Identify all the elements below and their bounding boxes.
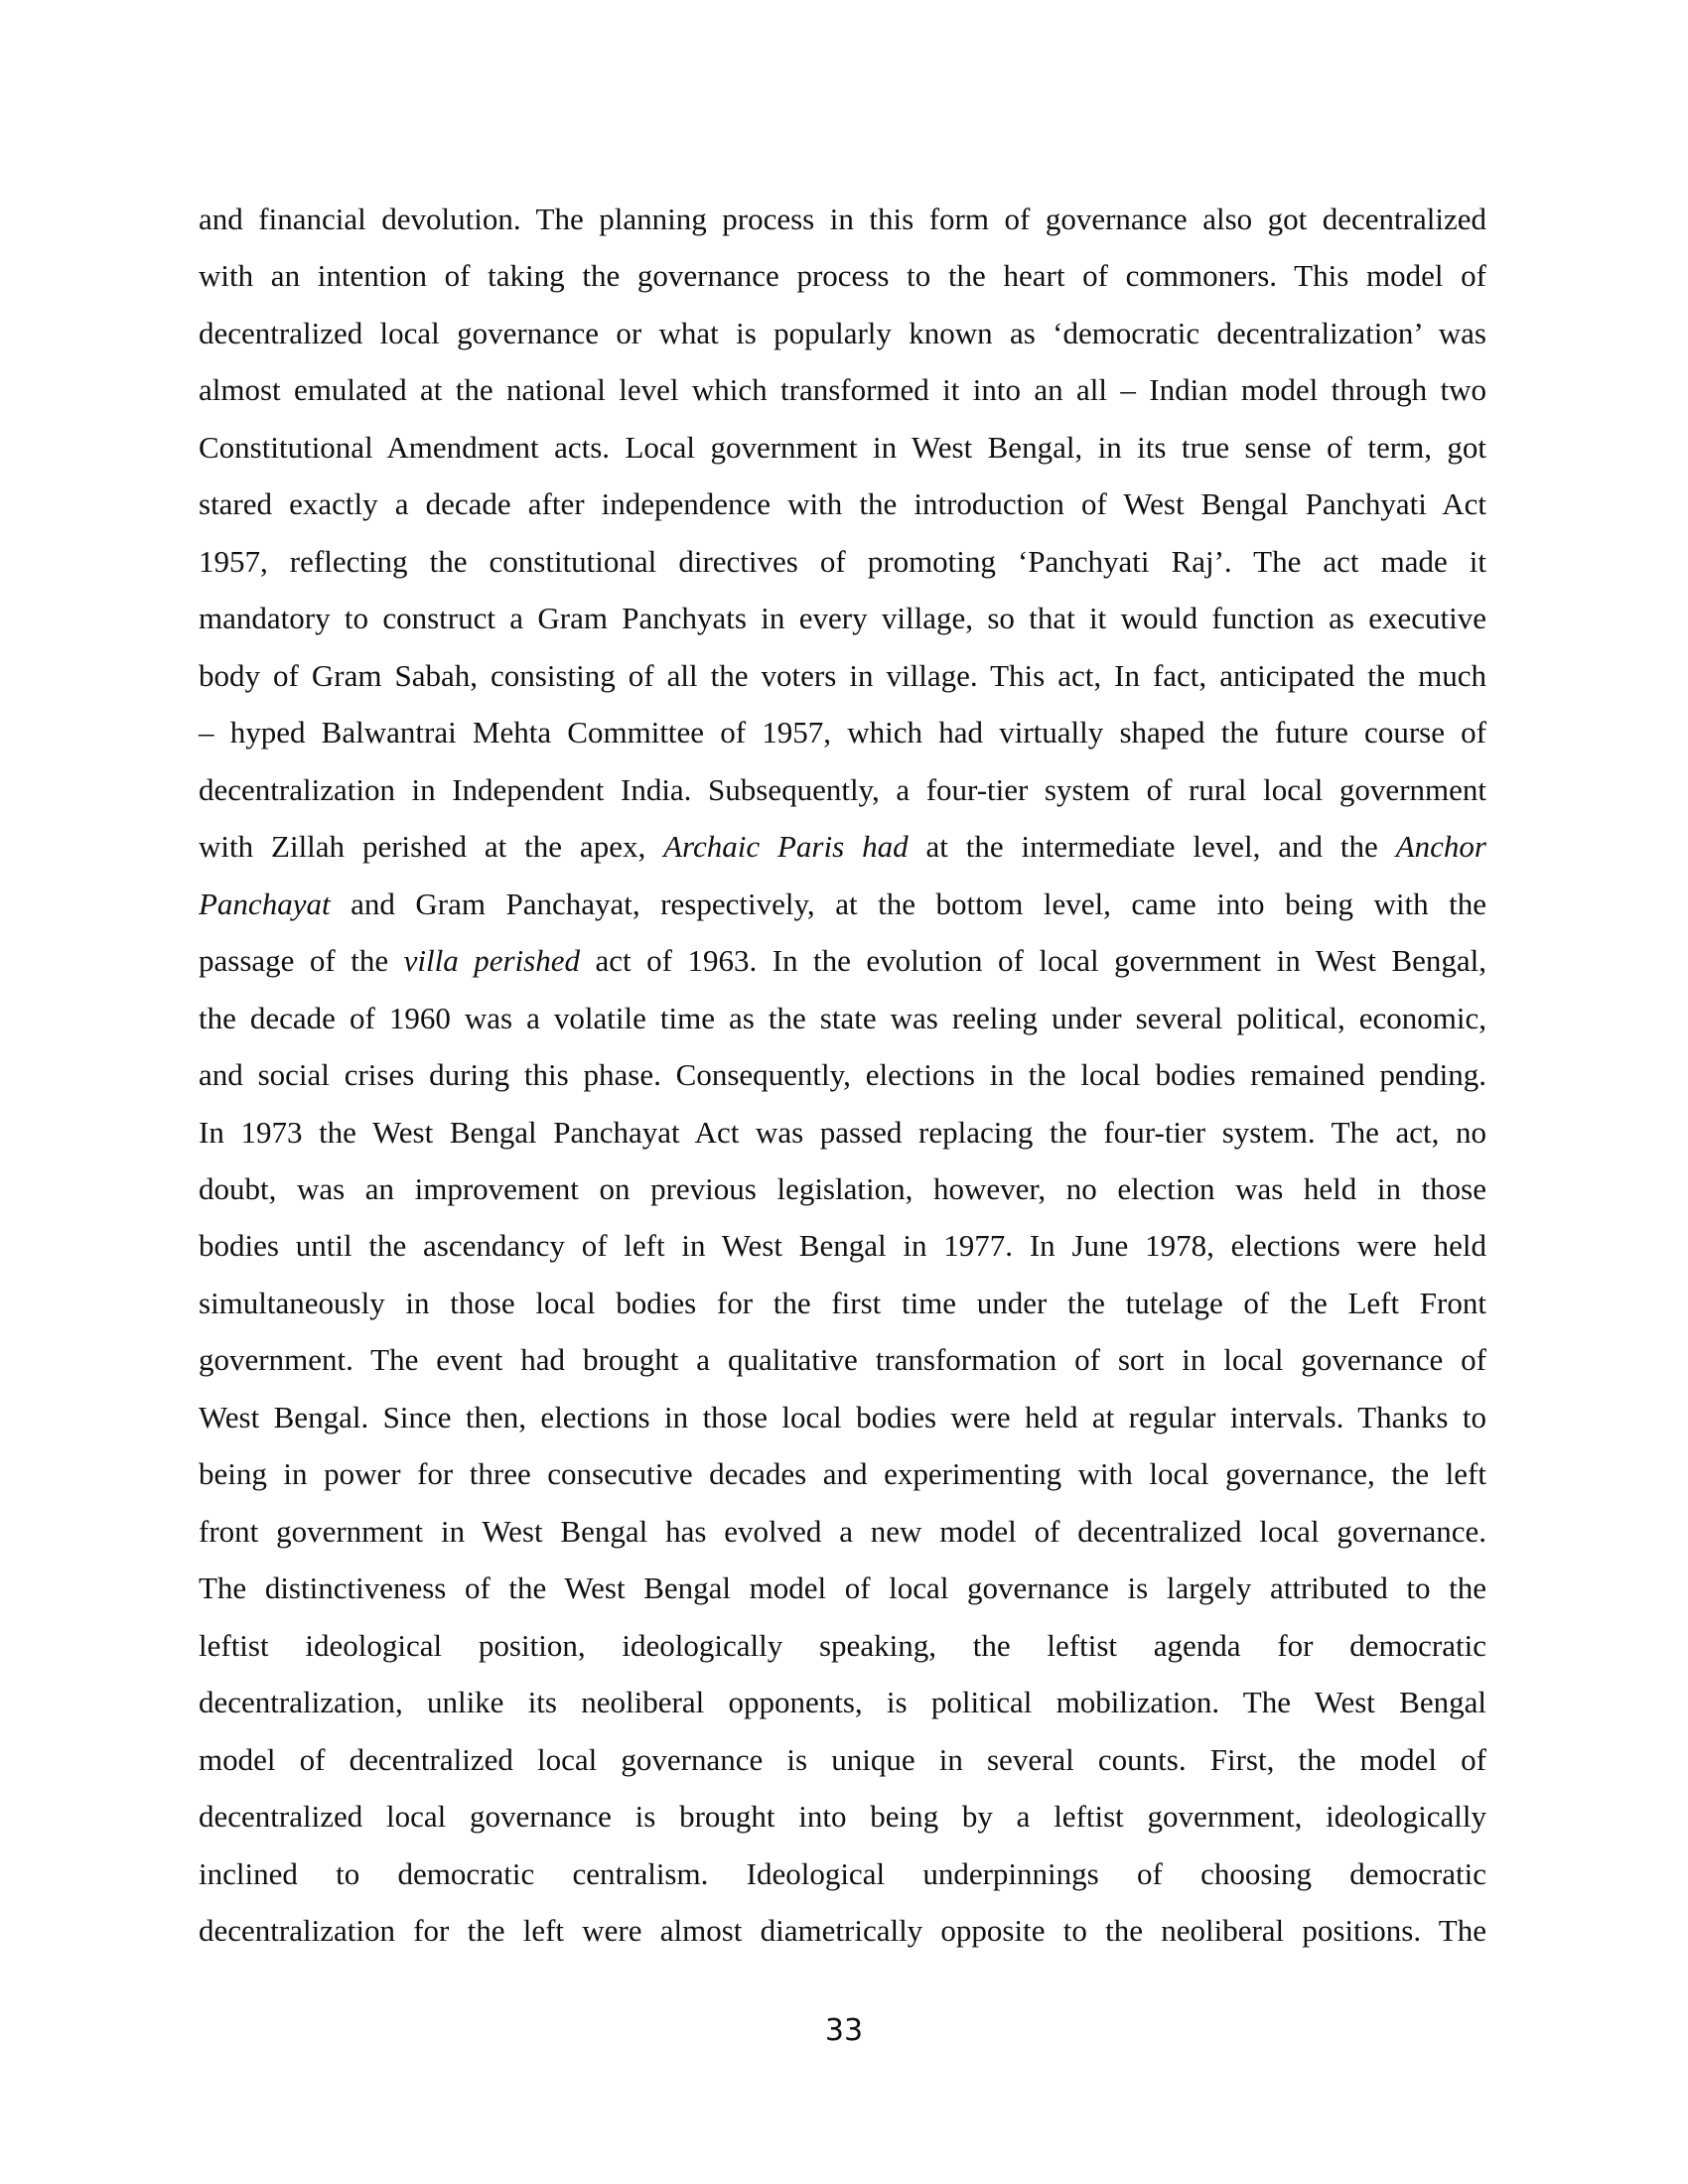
text-line	[199, 314, 1486, 370]
text-segment: doubt, was an improvement on previous legislation, however, no election was held in those	[199, 1170, 1486, 1206]
text-line	[199, 827, 1486, 884]
italic-text: Archaic Paris had	[663, 829, 909, 865]
text-segment: simultaneously in those local bodies for the first time under the tutelage of the Left Front	[199, 1285, 1486, 1320]
text-line	[199, 256, 1486, 313]
text-line	[199, 1284, 1486, 1340]
text-segment: decentralization in Independent India. Subsequently, a four-tier system of rural local government	[199, 771, 1486, 807]
italic-text: Panchayat	[199, 886, 331, 921]
text-line	[199, 1113, 1486, 1169]
text-line-content	[199, 1797, 1486, 1837]
text-line	[199, 1398, 1486, 1454]
text-line	[199, 1740, 1486, 1797]
text-line	[199, 484, 1486, 541]
text-line-content	[199, 1626, 1486, 1666]
text-line-content	[199, 1398, 1486, 1437]
text-line-content	[199, 370, 1486, 410]
text-segment: and social crises during this phase. Consequently, elections in the local bodies remained pending.	[199, 1057, 1486, 1093]
text-line	[199, 428, 1486, 484]
text-line	[199, 885, 1486, 941]
text-line-content	[199, 941, 1486, 981]
text-segment: Constitutional Amendment acts. Local government in West Bengal, in its true sense of term, got	[199, 429, 1486, 465]
text-line-content	[199, 542, 1486, 582]
text-line-content	[199, 1911, 1486, 1951]
text-segment: with Zillah perished at the apex,	[199, 829, 664, 865]
text-segment: inclined to democratic centralism. Ideological underpinnings of choosing democratic	[199, 1855, 1486, 1891]
text-segment: at the intermediate level, and the	[908, 829, 1396, 865]
text-segment: government. The event had brought a qualitative transformation of sort in local governance of	[199, 1342, 1486, 1378]
text-line	[199, 999, 1486, 1055]
text-segment: – hyped Balwantrai Mehta Committee of 1957, which had virtually shaped the future course of	[199, 715, 1486, 751]
text-line-content	[199, 256, 1486, 296]
text-segment: with an intention of taking the governance process to the heart of commoners. This model of	[199, 258, 1486, 294]
text-line-content	[199, 1854, 1486, 1894]
text-line-content	[199, 1284, 1486, 1323]
text-line	[199, 1911, 1486, 1968]
text-line	[199, 1055, 1486, 1112]
italic-text: villa perished	[403, 943, 580, 979]
text-line-content	[199, 1340, 1486, 1380]
text-line	[199, 599, 1486, 655]
text-line	[199, 770, 1486, 827]
text-line-content	[199, 1169, 1486, 1209]
text-segment: decentralization, unlike its neoliberal opponents, is political mobilization. The West Bengal	[199, 1685, 1486, 1720]
text-segment: decentralized local governance or what is popularly known as ‘democratic decentralization’ was	[199, 315, 1486, 350]
text-segment: West Bengal. Since then, elections in those local bodies were held at regular intervals. Thanks to	[199, 1399, 1486, 1434]
text-line	[199, 1683, 1486, 1739]
text-line-content	[199, 314, 1486, 353]
text-line	[199, 200, 1486, 256]
text-segment: decentralization for the left were almost diametrically opposite to the neoliberal positions. The	[199, 1913, 1486, 1949]
text-line-content	[199, 1454, 1486, 1494]
text-line	[199, 713, 1486, 769]
text-segment: front government in West Bengal has evolved a new model of decentralized local governance.	[199, 1513, 1486, 1549]
text-line	[199, 1454, 1486, 1511]
text-segment: model of decentralized local governance is unique in several counts. First, the model of	[199, 1741, 1486, 1777]
text-line	[199, 941, 1486, 998]
text-line-content	[199, 1113, 1486, 1153]
text-segment: leftist ideological position, ideologically speaking, the leftist agenda for democratic	[199, 1627, 1486, 1663]
text-line-content	[199, 1683, 1486, 1722]
text-line-content	[199, 428, 1486, 468]
text-segment: stared exactly a decade after independence with the introduction of West Bengal Panchyati Act	[199, 486, 1486, 522]
text-line	[199, 1569, 1486, 1625]
text-line-content	[199, 827, 1486, 867]
text-line-content	[199, 713, 1486, 752]
body-paragraph	[199, 200, 1486, 1969]
text-line	[199, 542, 1486, 599]
text-line	[199, 1626, 1486, 1683]
text-line	[199, 1340, 1486, 1397]
text-line-content	[199, 1740, 1486, 1780]
text-line-content	[199, 1226, 1486, 1266]
text-line-content	[199, 770, 1486, 810]
text-line	[199, 1854, 1486, 1911]
text-line	[199, 656, 1486, 713]
text-segment: act of 1963. In the evolution of local government in West Bengal,	[580, 943, 1487, 979]
text-segment: passage of the	[199, 943, 404, 979]
text-line	[199, 1226, 1486, 1283]
text-segment: decentralized local governance is brought into being by a leftist government, ideologically	[199, 1799, 1486, 1835]
text-line	[199, 1512, 1486, 1569]
text-line	[199, 370, 1486, 427]
text-line-content	[199, 599, 1486, 638]
text-line	[199, 1797, 1486, 1853]
text-line-content	[199, 1512, 1486, 1552]
text-segment: and Gram Panchayat, respectively, at the bottom level, came into being with the	[330, 886, 1486, 921]
text-line	[199, 1169, 1486, 1226]
text-line-content	[199, 1569, 1486, 1608]
text-segment: the decade of 1960 was a volatile time as the state was reeling under several political, economic,	[199, 1000, 1486, 1035]
text-segment: body of Gram Sabah, consisting of all the voters in village. This act, In fact, anticipated the much	[199, 657, 1486, 693]
text-line-content	[199, 999, 1486, 1038]
text-line-content	[199, 656, 1486, 696]
text-segment: The distinctiveness of the West Bengal model of local governance is largely attributed to the	[199, 1570, 1486, 1606]
text-segment: almost emulated at the national level which transformed it into an all – Indian model through two	[199, 372, 1486, 408]
text-segment: being in power for three consecutive decades and experimenting with local governance, the left	[199, 1456, 1486, 1492]
text-segment: bodies until the ascendancy of left in West Bengal in 1977. In June 1978, elections were held	[199, 1228, 1486, 1264]
text-line-content	[199, 885, 1486, 924]
text-segment: and financial devolution. The planning process in this form of governance also got decentralized	[199, 202, 1486, 236]
text-line-content	[199, 1055, 1486, 1095]
text-line-content	[199, 200, 1486, 239]
text-line-content	[199, 484, 1486, 524]
text-segment: 1957, reflecting the constitutional directives of promoting ‘Panchyati Raj’. The act made it	[199, 543, 1486, 579]
page-number: 33	[824, 2013, 864, 2048]
italic-text: Anchor	[1395, 829, 1486, 865]
text-segment: mandatory to construct a Gram Panchyats in every village, so that it would function as executive	[199, 601, 1486, 636]
text-segment: In 1973 the West Bengal Panchayat Act was passed replacing the four-tier system. The act, no	[199, 1114, 1486, 1150]
